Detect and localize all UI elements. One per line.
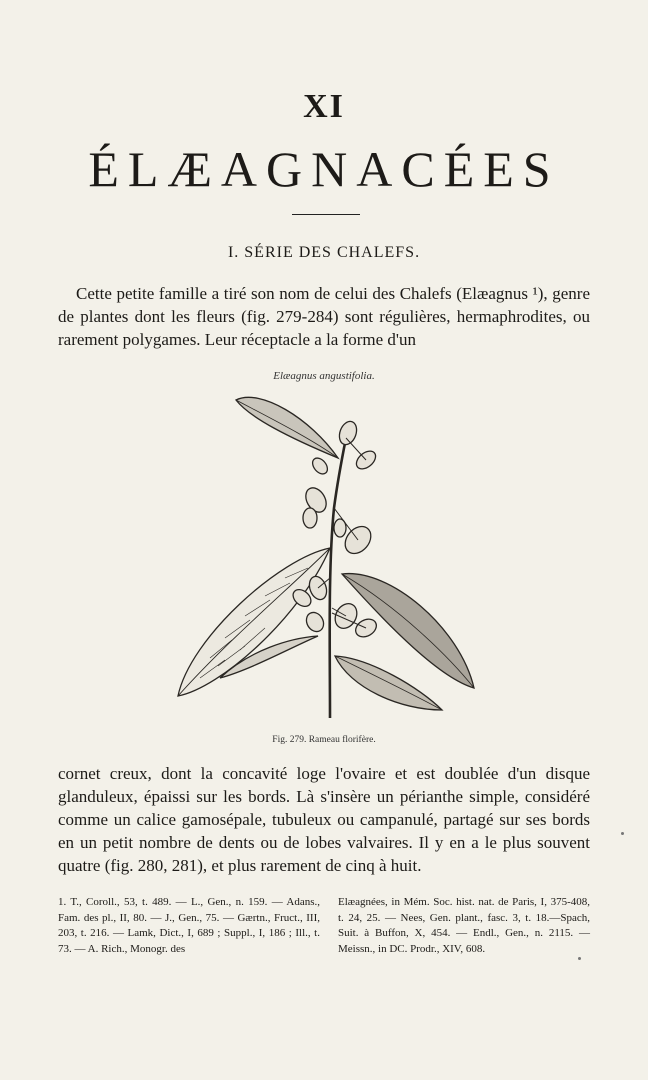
plant-illustration (170, 388, 490, 720)
margin-speck (578, 957, 581, 960)
series-title: I. SÉRIE DES CHALEFS. (227, 244, 421, 261)
figure-title: Elæagnus angustifolia. (273, 370, 375, 382)
footnotes-right (338, 895, 590, 957)
chapter-title: ÉLÆAGNACÉES (88, 141, 560, 197)
title-rule (292, 214, 360, 215)
footnote-text-left: 1. T., Coroll., 53, t. 489. — L., Gen., n. 159. — Adans., Fam. des pl., II, 80. — J., Gen., 75. — Gærtn., Fruct., III, 203, t. 216. — Lamk, Dict., I, 689 ; Suppl., I, 186 ; Ill., t. 73. — A. Rich., Monogr. des (58, 896, 320, 955)
footnote-text-right: Elæagnées, in Mém. Soc. hist. nat. de Paris, I, 375-408, t. 24, 25. — Nees, Gen. plant., fasc. 3, t. 18.—Spach, Suit. à Buffon, X, 454. — Endl., Gen., n. 2115. — Meissn., in DC. Prodr., XIV, 608. (338, 896, 590, 955)
figure-caption: Fig. 279. Rameau florifère. (272, 735, 376, 745)
margin-speck (621, 832, 624, 835)
paragraph-2: cornet creux, dont la concavité loge l'ovaire et est doublée d'un disque glanduleux, épaissi sur les bords. Là s'insère un périanthe simple, considéré comme un calice gamosépale, tubuleux ou campanulé, partagé sur ses bords en un petit nombre de dents ou de lobes valvaires. Il y en a le plus souvent quatre (fig. 280, 281), et plus rarement de cinq à huit. (58, 764, 590, 875)
paragraph-1: Cette petite famille a tiré son nom de celui des Chalefs (Elæagnus ¹), genre de plantes dont les fleurs (fig. 279-284) sont régulières, hermaphrodites, ou rarement polygames. Leur réceptacle a la forme d'un (58, 284, 590, 349)
footnotes-left (58, 895, 320, 957)
chapter-number: XI (303, 88, 345, 125)
